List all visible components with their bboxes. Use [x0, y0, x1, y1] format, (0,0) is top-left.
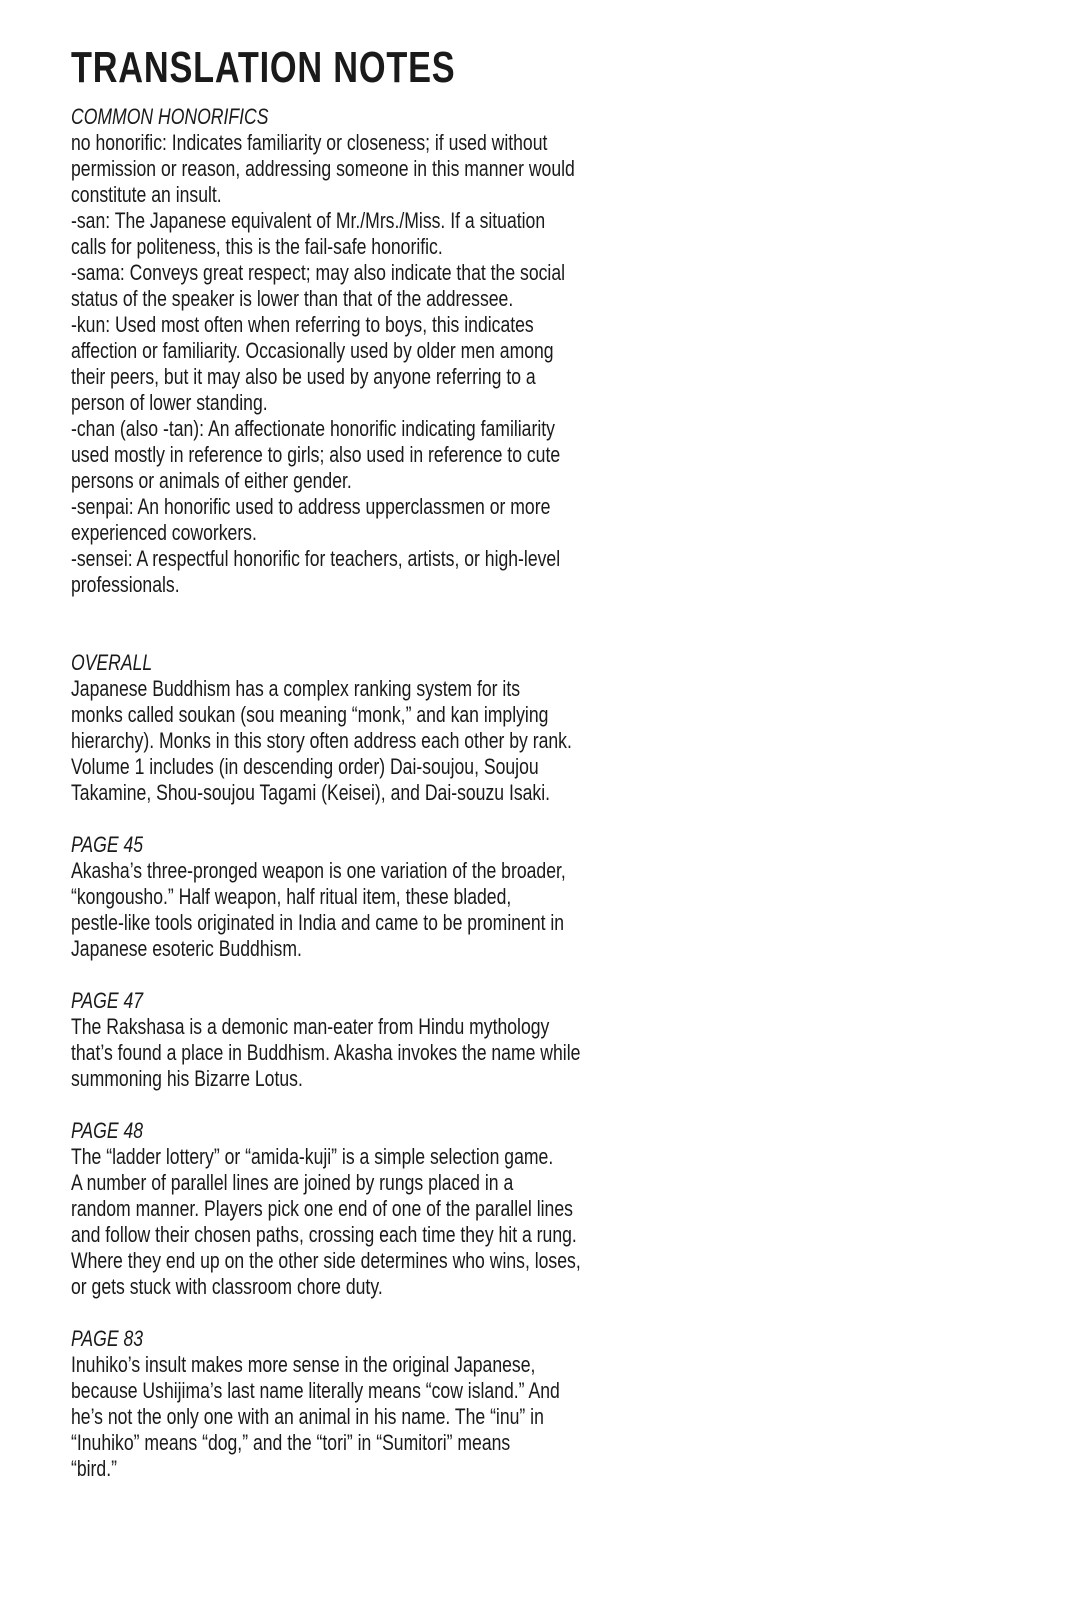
body-line: experienced coworkers.: [71, 520, 257, 545]
body-line: constitute an insult.: [71, 182, 222, 207]
body-line: “bird.”: [71, 1456, 117, 1481]
body-line: that’s found a place in Buddhism. Akasha invokes the name while: [71, 1040, 581, 1065]
body-line: -chan (also -tan): An affectionate honorific indicating familiarity: [71, 416, 555, 441]
body-line: affection or familiarity. Occasionally used by older men among: [71, 338, 554, 363]
body-line: Takamine, Shou-soujou Tagami (Keisei), and Dai-souzu Isaki.: [71, 780, 551, 805]
section-heading: PAGE 45: [71, 832, 144, 857]
section-spacer: [71, 1092, 631, 1118]
section-spacer: [71, 1300, 631, 1326]
body-line: no honorific: Indicates familiarity or closeness; if used without: [71, 130, 548, 155]
section-spacer: [71, 598, 631, 650]
page-title: TRANSLATION NOTES: [71, 43, 456, 92]
body-line: -kun: Used most often when referring to boys, this indicates: [71, 312, 534, 337]
body-line: status of the speaker is lower than that of the addressee.: [71, 286, 514, 311]
body-line: The Rakshasa is a demonic man-eater from Hindu mythology: [71, 1014, 550, 1039]
section-page-47: [71, 988, 631, 1092]
body-line: permission or reason, addressing someone in this manner would: [71, 156, 575, 181]
body-line: Inuhiko’s insult makes more sense in the original Japanese,: [71, 1352, 536, 1377]
body-line: “Inuhiko” means “dog,” and the “tori” in “Sumitori” means: [71, 1430, 511, 1455]
body-line: because Ushijima’s last name literally means “cow island.” And: [71, 1378, 560, 1403]
body-line: persons or animals of either gender.: [71, 468, 352, 493]
section-heading: PAGE 83: [71, 1326, 144, 1351]
body-line: Japanese Buddhism has a complex ranking system for its: [71, 676, 521, 701]
body-line: professionals.: [71, 572, 180, 597]
body-line: -sensei: A respectful honorific for teachers, artists, or high-level: [71, 546, 561, 571]
translation-notes-page: [71, 40, 631, 1482]
body-line: and follow their chosen paths, crossing each time they hit a rung.: [71, 1222, 577, 1247]
section-heading: COMMON HONORIFICS: [71, 104, 269, 129]
body-line: -san: The Japanese equivalent of Mr./Mrs./Miss. If a situation: [71, 208, 546, 233]
body-line: “kongousho.” Half weapon, half ritual item, these bladed,: [71, 884, 512, 909]
section-overall: [71, 650, 631, 806]
body-line: used mostly in reference to girls; also used in reference to cute: [71, 442, 561, 467]
section-page-83: [71, 1326, 631, 1482]
body-line: Akasha’s three-pronged weapon is one variation of the broader,: [71, 858, 566, 883]
body-line: person of lower standing.: [71, 390, 268, 415]
section-heading: OVERALL: [71, 650, 153, 675]
section-heading: PAGE 48: [71, 1118, 144, 1143]
body-line: A number of parallel lines are joined by rungs placed in a: [71, 1170, 514, 1195]
section-spacer: [71, 806, 631, 832]
body-line: calls for politeness, this is the fail-safe honorific.: [71, 234, 443, 259]
body-line: random manner. Players pick one end of one of the parallel lines: [71, 1196, 573, 1221]
body-line: The “ladder lottery” or “amida-kuji” is a simple selection game.: [71, 1144, 554, 1169]
body-line: their peers, but it may also be used by anyone referring to a: [71, 364, 536, 389]
body-line: -senpai: An honorific used to address upperclassmen or more: [71, 494, 551, 519]
body-line: Where they end up on the other side determines who wins, loses,: [71, 1248, 581, 1273]
body-line: hierarchy). Monks in this story often address each other by rank.: [71, 728, 572, 753]
body-line: or gets stuck with classroom chore duty.: [71, 1274, 383, 1299]
body-line: Volume 1 includes (in descending order) Dai-soujou, Soujou: [71, 754, 539, 779]
body-line: Japanese esoteric Buddhism.: [71, 936, 302, 961]
section-page-45: [71, 832, 631, 962]
section-heading: PAGE 47: [71, 988, 144, 1013]
body-line: monks called soukan (sou meaning “monk,” and kan implying: [71, 702, 549, 727]
section-common-honorifics: [71, 104, 631, 598]
section-page-48: [71, 1118, 631, 1300]
body-line: -sama: Conveys great respect; may also indicate that the social: [71, 260, 566, 285]
body-line: summoning his Bizarre Lotus.: [71, 1066, 303, 1091]
section-spacer: [71, 962, 631, 988]
body-line: pestle-like tools originated in India and came to be prominent in: [71, 910, 565, 935]
body-line: he’s not the only one with an animal in his name. The “inu” in: [71, 1404, 544, 1429]
